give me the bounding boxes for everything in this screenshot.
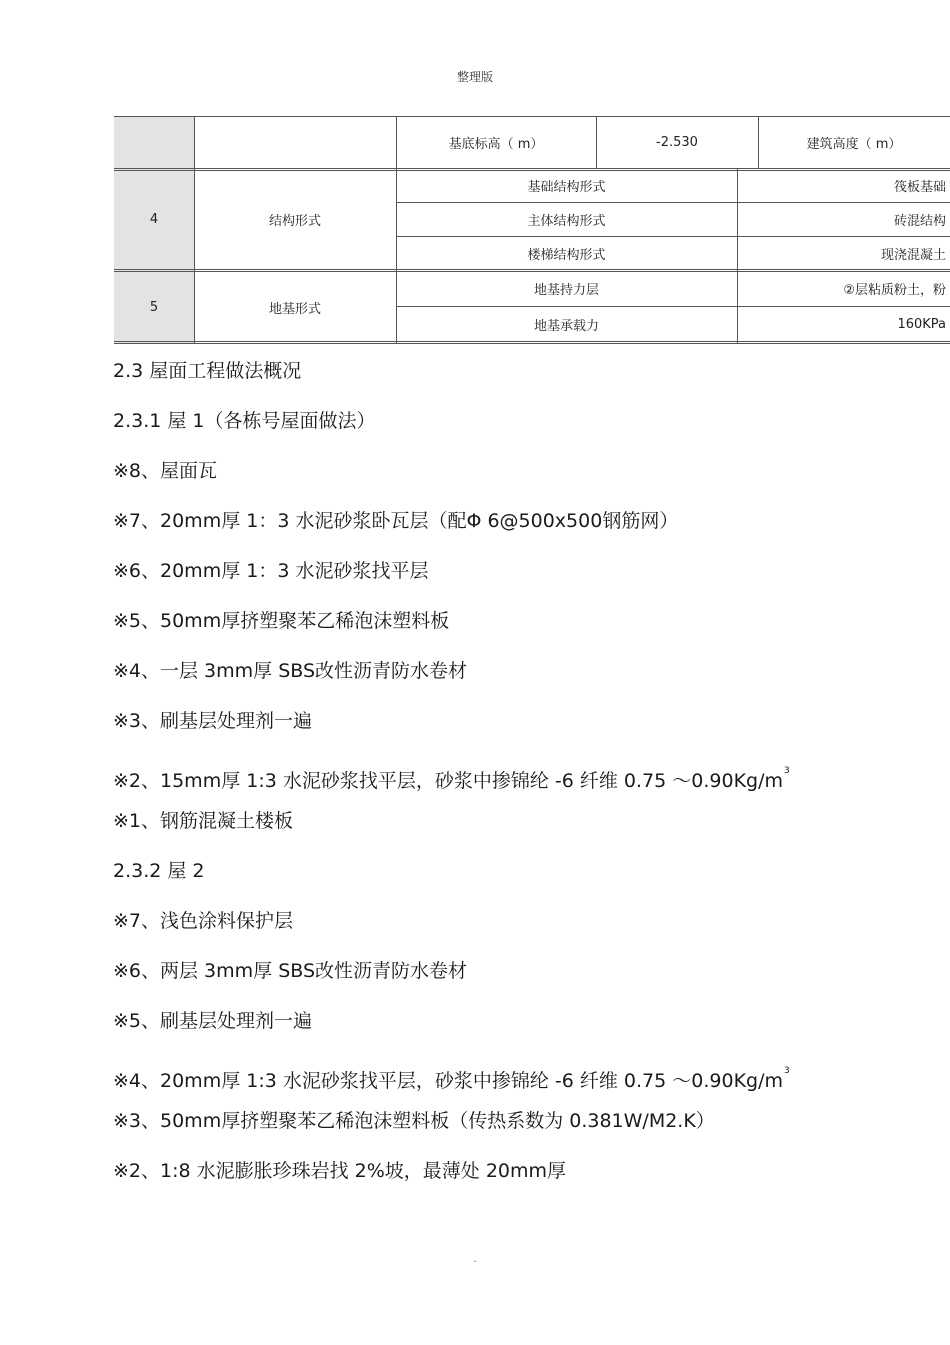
list-item: ※5、刷基层处理剂一遍	[113, 1010, 313, 1032]
list-item: ※3、刷基层处理剂一遍	[113, 710, 313, 732]
main-structure-label: 主体结构形式	[527, 213, 606, 229]
list-item: ※4、一层 3mm厚 SBS改性沥青防水卷材	[113, 660, 468, 682]
page-header: 整理版	[456, 70, 493, 84]
table-rule	[114, 168, 950, 169]
superscript: 3	[784, 1066, 790, 1076]
list-item: ※2、1:8 水泥膨胀珍珠岩找 2%坡，最薄处 20mm厚	[113, 1160, 567, 1182]
table-rule	[758, 116, 759, 169]
building-height-label: 建筑高度（ m）	[806, 137, 902, 152]
row5-number-cell: 5	[114, 270, 194, 344]
table-rule	[596, 116, 597, 169]
superscript: 3	[784, 766, 790, 776]
building-info-table	[114, 116, 950, 344]
stair-structure-value: 现浇混凝土	[880, 247, 946, 263]
bearing-layer-value: ②层粘质粉土，粉	[843, 282, 946, 298]
row-top-number-cell	[114, 116, 194, 169]
bearing-capacity-label: 地基承载力	[533, 318, 599, 334]
table-rule	[737, 169, 738, 344]
foundation-elevation-value: -2.530	[656, 135, 698, 150]
table-rule	[396, 236, 950, 237]
foundation-structure-value: 筏板基础	[893, 180, 946, 195]
page-footer-mark: .	[473, 1254, 477, 1265]
list-item: ※6、20mm厚 1：3 水泥砂浆找平层	[113, 560, 429, 582]
table-rule	[194, 116, 195, 344]
list-item: ※7、20mm厚 1：3 水泥砂浆卧瓦层（配Φ 6@500x500钢筋网）	[113, 510, 679, 532]
bearing-capacity-value: 160KPa	[897, 316, 946, 332]
table-rule	[396, 202, 950, 203]
section-heading: 2.3 屋面工程做法概况	[113, 360, 302, 382]
table-rule	[114, 341, 950, 342]
table-rule	[114, 269, 950, 270]
structure-type-label: 结构形式	[268, 214, 321, 229]
foundation-elevation-label: 基底标高（ m）	[448, 137, 544, 152]
table-rule	[114, 343, 950, 344]
list-item: ※1、钢筋混凝土楼板	[113, 810, 294, 832]
list-item: ※8、屋面瓦	[113, 460, 218, 482]
stair-structure-label: 楼梯结构形式	[527, 247, 606, 263]
subsection-heading: 2.3.2 屋 2	[113, 860, 205, 882]
table-rule	[114, 116, 950, 117]
roof-section	[113, 355, 933, 1205]
row4-number-cell: 4	[114, 169, 194, 270]
list-item: ※3、50mm厚挤塑聚苯乙稀泡沫塑料板（传热系数为 0.381W/M2.K）	[113, 1110, 715, 1132]
list-item: ※4、20mm厚 1:3 水泥砂浆找平层，砂浆中掺锦纶 -6 纤维 0.75 $\sim 0.90Kg/m^3$	[113, 1066, 790, 1092]
table-rule	[396, 116, 397, 344]
foundation-structure-label: 基础结构形式	[527, 180, 606, 195]
list-item: ※5、50mm厚挤塑聚苯乙稀泡沫塑料板	[113, 610, 450, 632]
subsection-heading: 2.3.1 屋 1（各栋号屋面做法）	[113, 410, 376, 432]
bearing-layer-label: 地基持力层	[533, 282, 599, 298]
table-rule	[396, 306, 950, 307]
list-item: ※7、浅色涂料保护层	[113, 910, 294, 932]
foundation-type-label: 地基形式	[268, 301, 321, 317]
main-structure-value: 砖混结构	[893, 213, 946, 229]
table-rule	[114, 271, 950, 272]
table-rule	[114, 170, 950, 171]
list-item: ※6、两层 3mm厚 SBS改性沥青防水卷材	[113, 960, 468, 982]
list-item: ※2、15mm厚 1:3 水泥砂浆找平层，砂浆中掺锦纶 -6 纤维 0.75 $\sim 0.90Kg/m^3$	[113, 766, 790, 792]
